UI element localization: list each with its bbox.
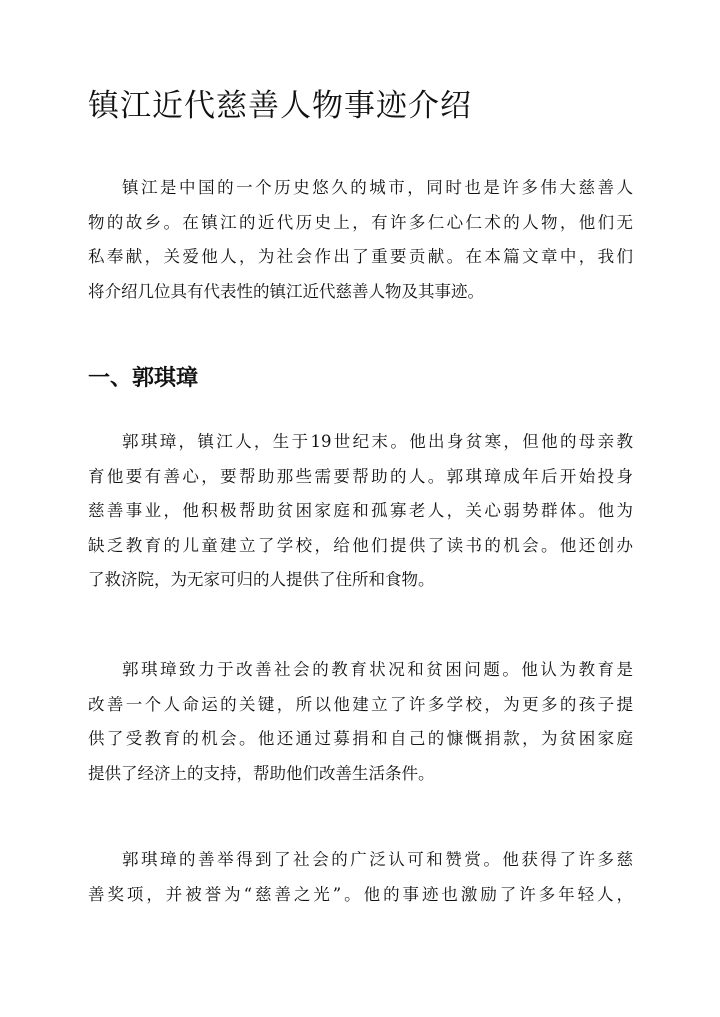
text-line: 缺乏教育的儿童建立了学校，给他们提供了读书的机会。他还创办 — [88, 535, 633, 555]
text-line: 物的故乡。在镇江的近代历史上，有许多仁心仁术的人物，他们无 — [88, 212, 633, 232]
text-line: 了救济院，为无家可归的人提供了住所和食物。 — [88, 570, 435, 589]
text-line: 育他要有善心，要帮助那些需要帮助的人。郭琪璋成年后开始投身 — [88, 466, 633, 486]
intro-paragraph — [88, 171, 633, 309]
text-line: 郭琪璋的善举得到了社会的广泛认可和赞赏。他获得了许多慈 — [122, 850, 633, 869]
section-heading: 一、郭琪璋 — [88, 365, 199, 391]
text-line: 改善一个人命运的关键，所以他建立了许多学校，为更多的孩子提 — [88, 694, 633, 714]
section-paragraph — [88, 843, 633, 912]
text-line: 郭琪璋，镇江人，生于19世纪末。他出身贫寒，但他的母亲教 — [122, 432, 633, 451]
text-line: 郭琪璋致力于改善社会的教育状况和贫困问题。他认为教育是 — [122, 660, 633, 679]
text-line: 慈善事业，他积极帮助贫困家庭和孤寡老人，关心弱势群体。他为 — [88, 501, 633, 520]
section-paragraph — [88, 653, 633, 791]
text-line: 供了受教育的机会。他还通过募捐和自己的慷慨捐款，为贫困家庭 — [88, 729, 633, 748]
section-paragraph — [88, 425, 633, 598]
text-line: 提供了经济上的支持，帮助他们改善生活条件。 — [88, 763, 435, 783]
text-line: 将介绍几位具有代表性的镇江近代慈善人物及其事迹。 — [88, 281, 484, 301]
document-title: 镇江近代慈善人物事迹介绍 — [88, 88, 472, 124]
text-line: 善奖项，并被誉为“慈善之光”。他的事迹也激励了许多年轻人， — [88, 884, 633, 904]
text-line: 私奉献，关爱他人，为社会作出了重要贡献。在本篇文章中，我们 — [88, 247, 633, 266]
text-line: 镇江是中国的一个历史悠久的城市，同时也是许多伟大慈善人 — [122, 178, 633, 197]
